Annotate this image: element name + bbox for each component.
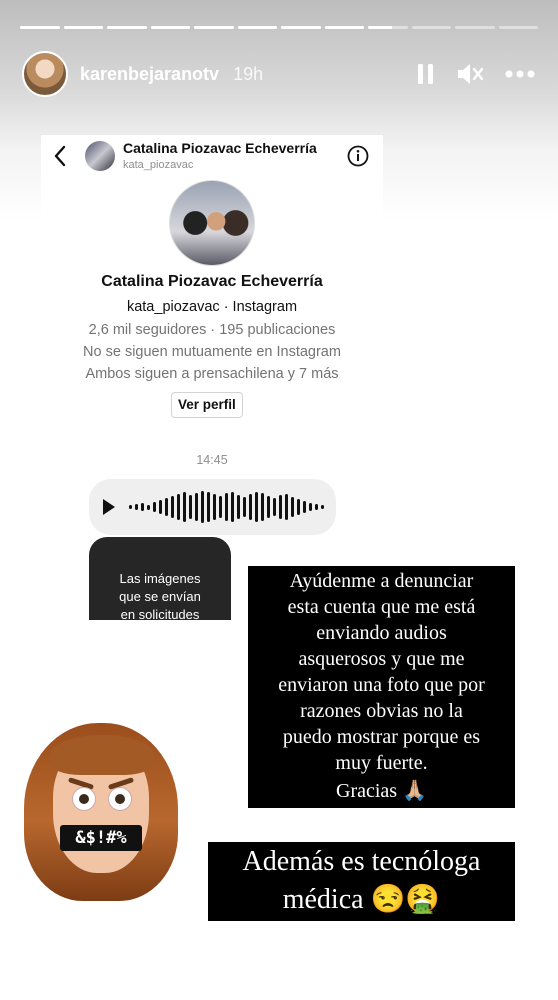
view-profile-button: Ver perfil bbox=[171, 392, 243, 418]
waveform-bar bbox=[201, 491, 204, 523]
waveform-bar bbox=[219, 496, 222, 518]
progress-segment bbox=[499, 26, 539, 29]
chat-username: kata_piozavac bbox=[123, 159, 194, 171]
profile-name: Catalina Piozavac Echeverría bbox=[101, 273, 323, 290]
username[interactable]: karenbejaranotv bbox=[80, 63, 220, 84]
profile-followed-by: Ambos siguen a prensachilena y 7 más bbox=[85, 366, 339, 382]
waveform-bar bbox=[147, 505, 150, 510]
waveform-bar bbox=[177, 494, 180, 520]
waveform-bar bbox=[255, 492, 258, 522]
waveform-bar bbox=[243, 497, 246, 517]
notice-line-3: en solicitudes bbox=[120, 607, 200, 620]
waveform-bar bbox=[159, 500, 162, 514]
waveform-bar bbox=[171, 496, 174, 518]
waveform-bar bbox=[189, 495, 192, 519]
waveform-bar bbox=[141, 503, 144, 511]
back-icon bbox=[53, 145, 67, 172]
story-text-box bbox=[248, 566, 515, 808]
waveform-bar bbox=[237, 495, 240, 519]
waveform-bar bbox=[231, 492, 234, 522]
waveform-bar bbox=[285, 494, 288, 520]
notice-line-1: Las imágenes bbox=[119, 571, 201, 586]
more-options-icon[interactable] bbox=[504, 69, 536, 79]
waveform-bar bbox=[273, 498, 276, 516]
pause-icon[interactable] bbox=[416, 62, 436, 86]
info-icon bbox=[347, 145, 369, 172]
progress-segment bbox=[107, 26, 147, 29]
message-line: enviando audios bbox=[316, 622, 447, 644]
message-line: asquerosos y que me bbox=[298, 648, 465, 670]
progress-segment bbox=[281, 26, 321, 29]
waveform-bar bbox=[309, 503, 312, 511]
message-line: Ayúdenme a denunciar bbox=[289, 570, 474, 592]
story-progress-bar bbox=[20, 26, 538, 29]
notice-line-2: que se envían bbox=[119, 589, 201, 604]
progress-segment bbox=[151, 26, 191, 29]
message-line: esta cuenta que me está bbox=[287, 596, 476, 618]
waveform-bar bbox=[153, 502, 156, 512]
chat-avatar bbox=[85, 141, 115, 171]
waveform-bar bbox=[213, 494, 216, 520]
avatar[interactable] bbox=[22, 51, 68, 97]
waveform-bar bbox=[291, 497, 294, 517]
progress-segment bbox=[238, 26, 278, 29]
waveform-bar bbox=[267, 496, 270, 518]
sticker-bangs bbox=[50, 735, 154, 775]
waveform-bar bbox=[135, 504, 138, 510]
waveform-bar bbox=[207, 492, 210, 522]
waveform-bar bbox=[315, 504, 318, 510]
story-text-box-2 bbox=[208, 842, 515, 921]
waveform-bar bbox=[195, 493, 198, 521]
message-line: médica 😒🤮 bbox=[282, 884, 441, 915]
mute-icon[interactable] bbox=[456, 62, 484, 86]
message-line: razones obvias no la bbox=[300, 700, 463, 722]
memoji-sticker bbox=[22, 715, 180, 903]
dm-screenshot bbox=[41, 135, 383, 620]
profile-stats: 2,6 mil seguidores · 195 publicaciones bbox=[88, 322, 336, 338]
chat-name: Catalina Piozavac Echeverría bbox=[123, 140, 317, 156]
waveform-bar bbox=[225, 493, 228, 521]
profile-avatar bbox=[169, 180, 255, 266]
waveform-bar bbox=[279, 495, 282, 519]
censor-bar: &$!#% bbox=[60, 825, 142, 851]
progress-segment bbox=[194, 26, 234, 29]
waveform-bar bbox=[261, 493, 264, 521]
waveform-bar bbox=[129, 505, 132, 509]
sticker-eye bbox=[72, 787, 96, 811]
message-line: enviaron una foto que por bbox=[278, 674, 485, 696]
progress-segment bbox=[64, 26, 104, 29]
progress-segment bbox=[368, 26, 408, 29]
waveform bbox=[129, 489, 324, 525]
progress-segment bbox=[455, 26, 495, 29]
waveform-bar bbox=[183, 492, 186, 522]
sticker-eye bbox=[108, 787, 132, 811]
progress-segment bbox=[325, 26, 365, 29]
message-line: muy fuerte. bbox=[335, 752, 428, 774]
progress-segment bbox=[20, 26, 60, 29]
waveform-bar bbox=[297, 499, 300, 515]
message-line: Gracias 🙏🏼 bbox=[336, 780, 427, 802]
waveform-bar bbox=[165, 498, 168, 516]
profile-handle: kata_piozavac · Instagram bbox=[126, 299, 298, 315]
story-time: 19h bbox=[233, 63, 264, 84]
waveform-bar bbox=[303, 501, 306, 513]
message-timestamp: 14:45 bbox=[196, 453, 228, 467]
waveform-bar bbox=[321, 505, 324, 509]
play-icon bbox=[103, 499, 115, 515]
audio-message bbox=[89, 479, 336, 535]
chat-header bbox=[41, 135, 383, 179]
story-header bbox=[22, 50, 536, 98]
message-line: Además es tecnóloga bbox=[242, 846, 481, 877]
profile-mutual: No se siguen mutuamente en Instagram bbox=[83, 344, 341, 360]
waveform-bar bbox=[249, 494, 252, 520]
progress-segment bbox=[412, 26, 452, 29]
image-notice bbox=[89, 537, 231, 620]
message-line: puedo mostrar porque es bbox=[282, 726, 481, 748]
